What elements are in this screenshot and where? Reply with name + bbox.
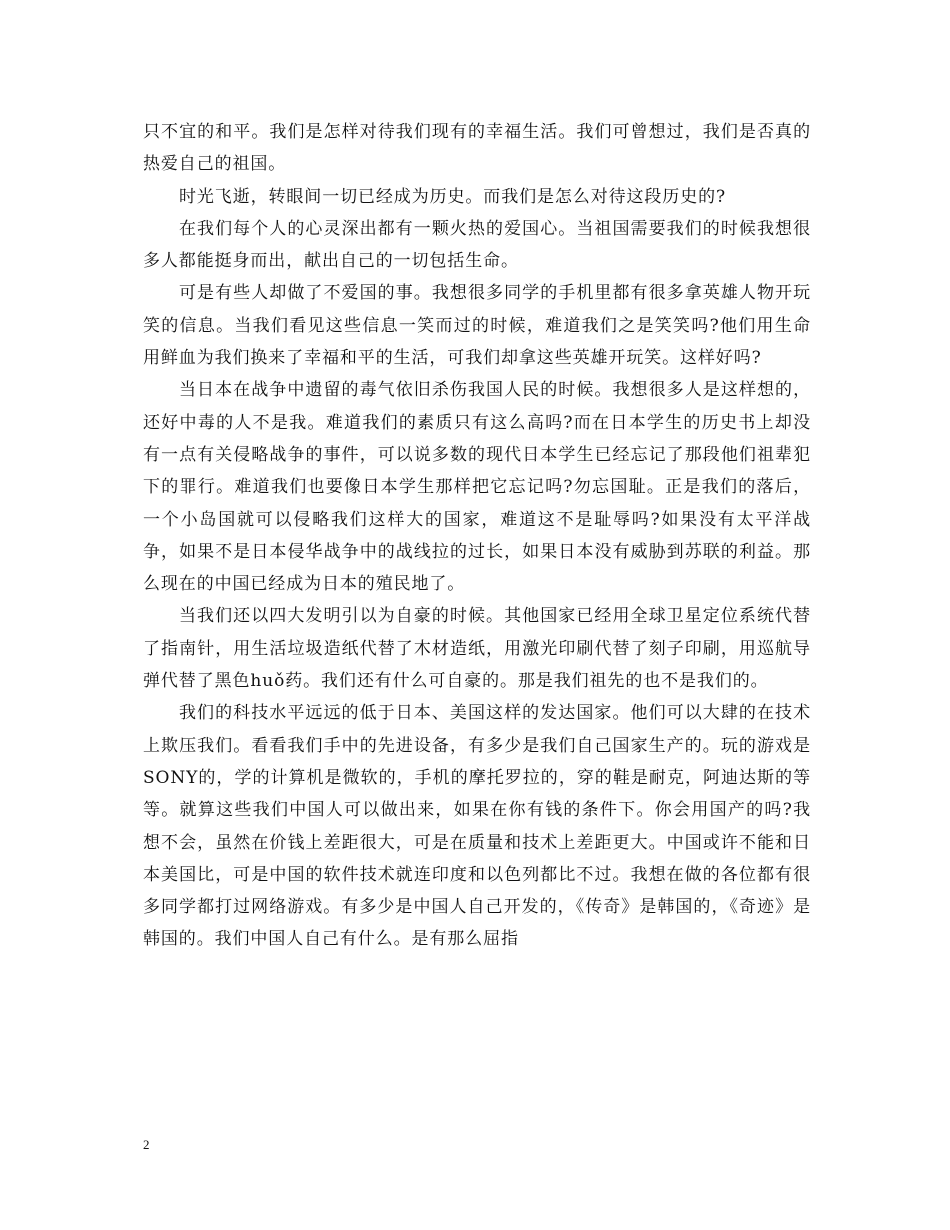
paragraph-4: 可是有些人却做了不爱国的事。我想很多同学的手机里都有很多拿英雄人物开玩笑的信息。当我们看见这些信息一笑而过的时候，难道我们之是笑笑吗?他们用生命用鲜血为我们换来了幸福和平的生活，可我们却拿这些英雄开玩笑。这样好吗?: [143, 283, 811, 369]
paragraph-5: 当日本在战争中遗留的毒气依旧杀伤我国人民的时候。我想很多人是这样想的，还好中毒的人不是我。难道我们的素质只有这么高吗?而在日本学生的历史书上却没有一点有关侵略战争的事件，可以说多数的现代日本学生已经忘记了那段他们祖辈犯下的罪行。难道我们也要像日本学生那样把它忘记吗?勿忘国耻。正是我们的落后，一个小岛国就可以侵略我们这样大的国家，难道这不是耻辱吗?如果没有太平洋战争，如果不是日本侵华战争中的战线拉的过长，如果日本没有威胁到苏联的利益。那么现在的中国已经成为日本的殖民地了。: [143, 380, 811, 595]
paragraph-6: 当我们还以四大发明引以为自豪的时候。其他国家已经用全球卫星定位系统代替了指南针，用生活垃圾造纸代替了木材造纸，用激光印刷代替了刻子印刷，用巡航导弹代替了黑色huǒ药。我们还有什么可自豪的。那是我们祖先的也不是我们的。: [143, 606, 811, 692]
paragraph-2: 时光飞逝，转眼间一切已经成为历史。而我们是怎么对待这段历史的?: [179, 186, 727, 207]
paragraph-3: 在我们每个人的心灵深出都有一颗火热的爱国心。当祖国需要我们的时候我想很多人都能挺身而出，献出自己的一切包括生命。: [143, 218, 811, 272]
paragraph-1: 只不宜的和平。我们是怎样对待我们现有的幸福生活。我们可曾想过，我们是否真的热爱自己的祖国。: [143, 122, 811, 175]
page-number: 2: [143, 1137, 150, 1152]
paragraph-7: 我们的科技水平远远的低于日本、美国这样的发达国家。他们可以大肆的在技术上欺压我们。看看我们手中的先进设备，有多少是我们自己国家生产的。玩的游戏是SONY的，学的计算机是微软的，手机的摩托罗拉的，穿的鞋是耐克，阿迪达斯的等等。就算这些我们中国人可以做出来，如果在你有钱的条件下。你会用国产的吗?我想不会，虽然在价钱上差距很大，可是在质量和技术上差距更大。中国或许不能和日本美国比，可是中国的软件技术就连印度和以色列都比不过。我想在做的各位都有很多同学都打过网络游戏。有多少是中国人自己开发的，《传奇》是韩国的，《奇迹》是韩国的。我们中国人自己有什么。是有那么屈指: [143, 703, 811, 950]
document-body: [143, 116, 811, 956]
